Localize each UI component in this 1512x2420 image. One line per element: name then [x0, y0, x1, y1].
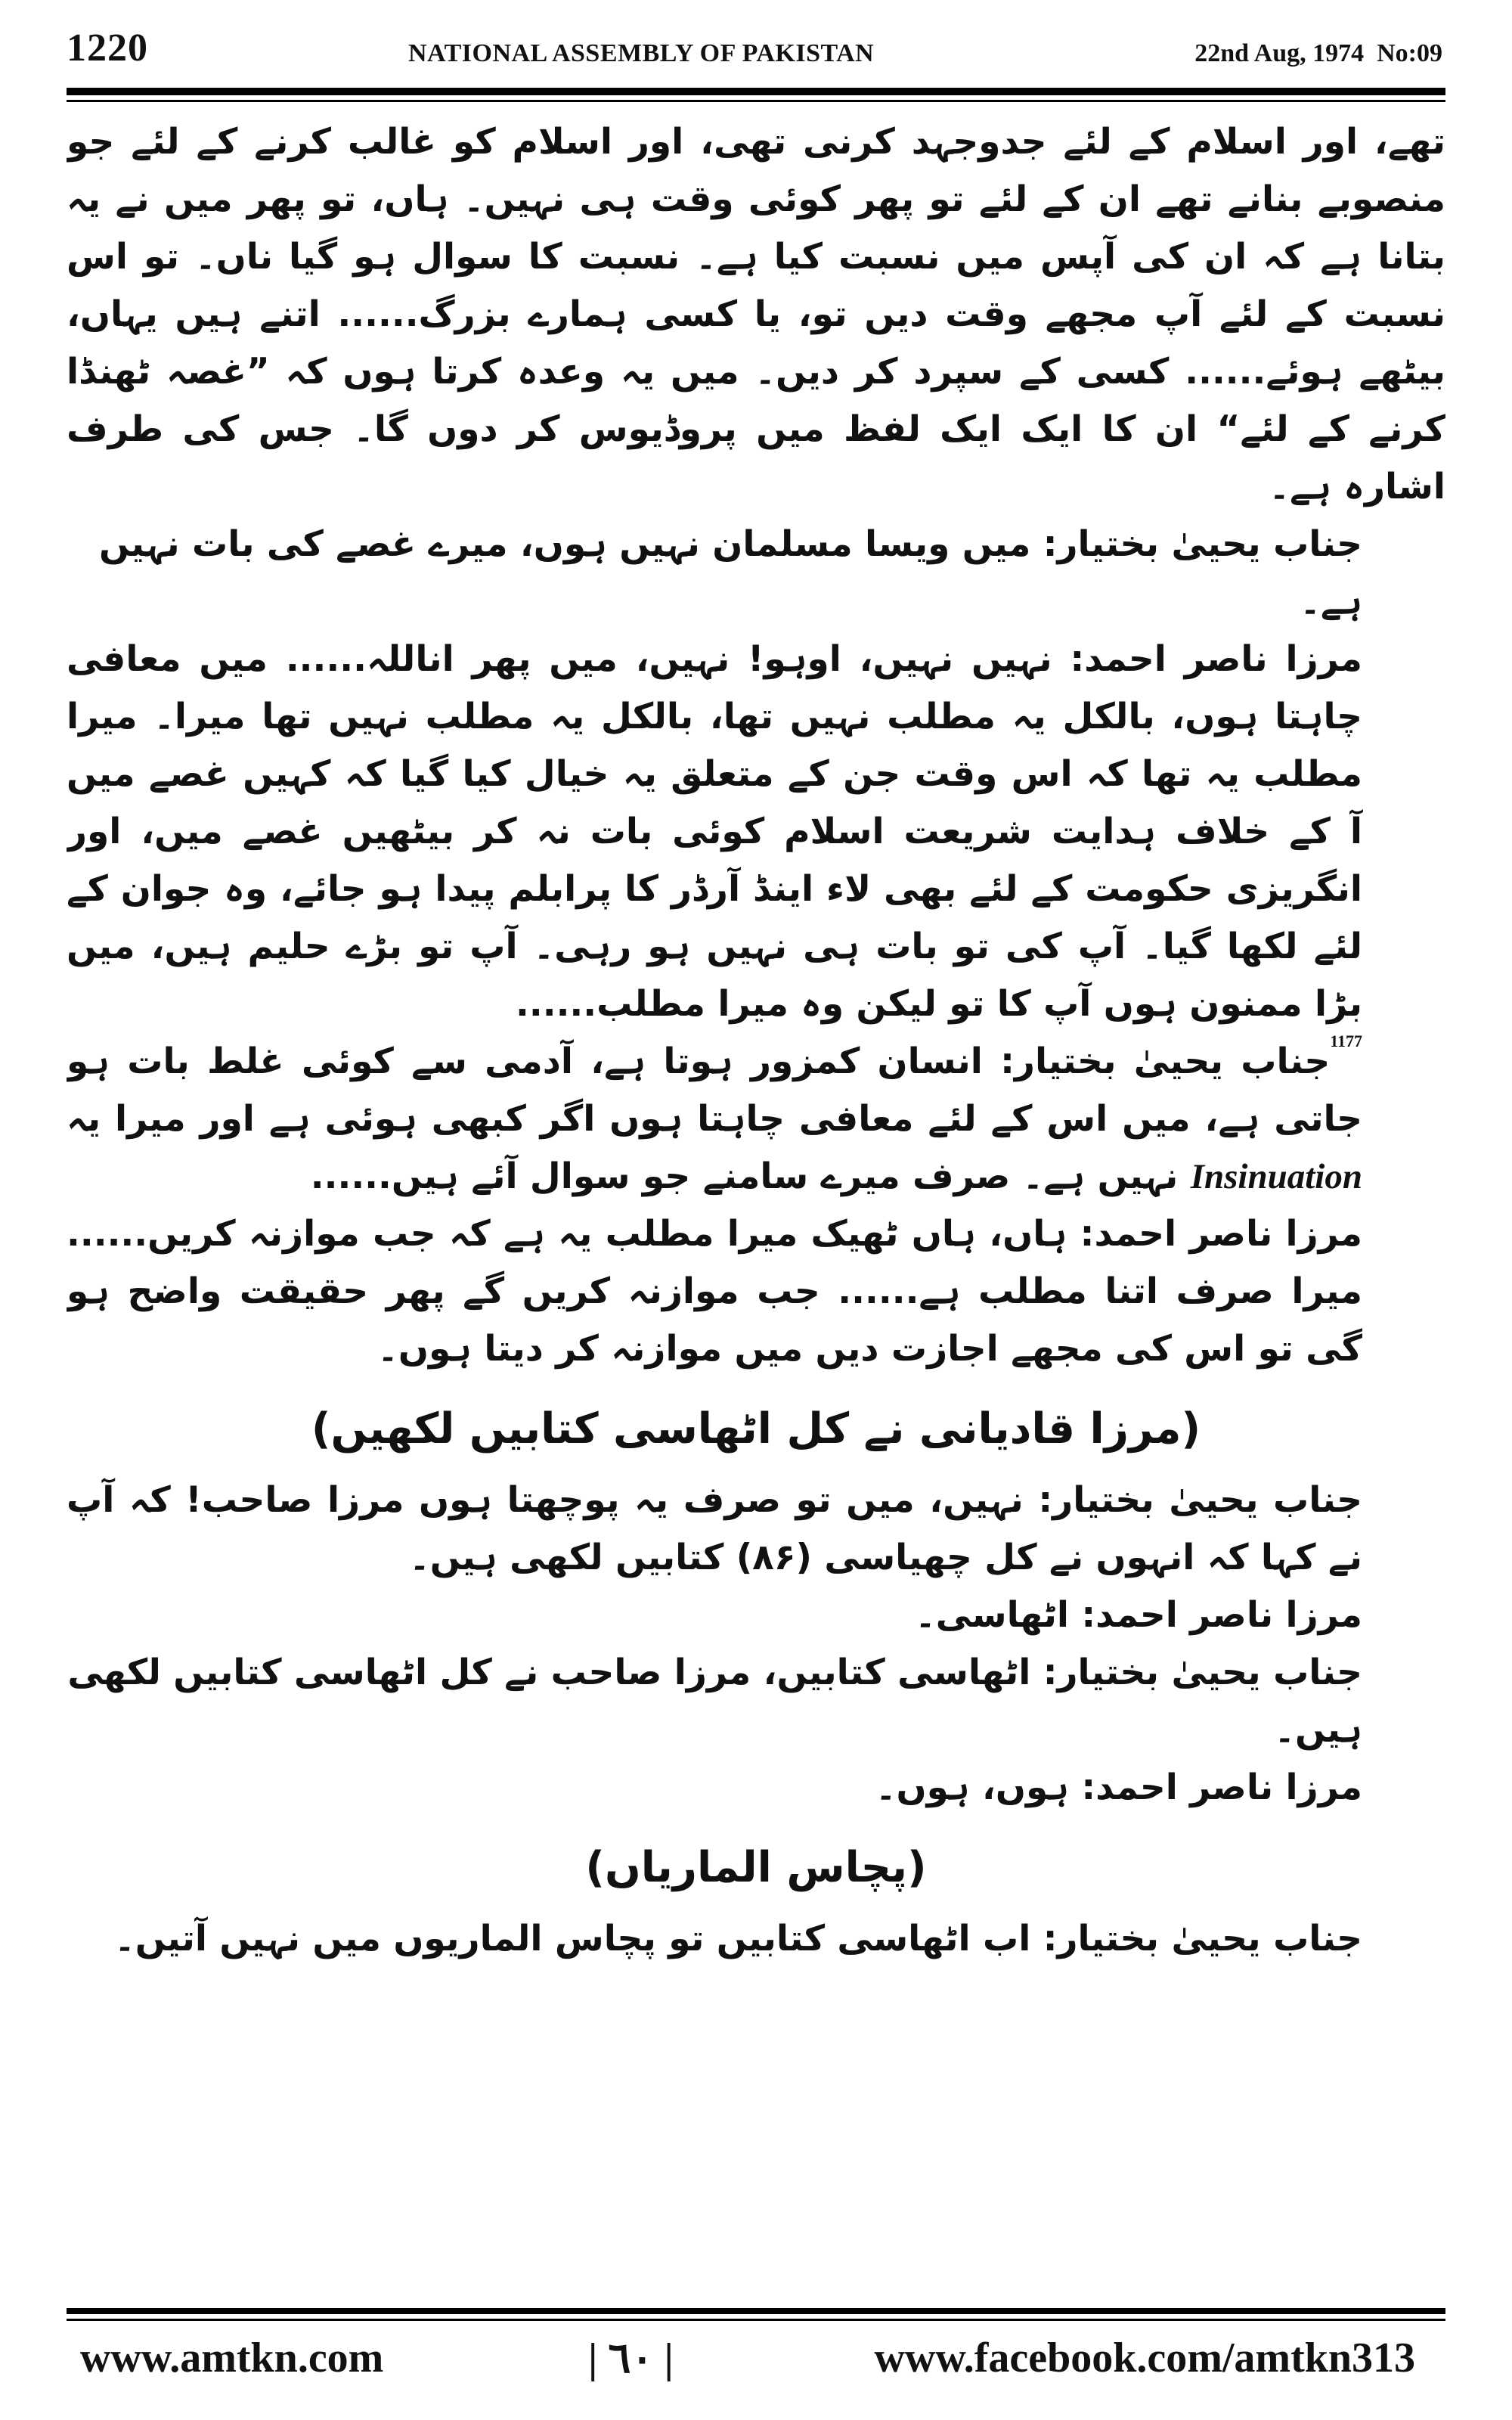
speaker-label: مرزا ناصر احمد:: [1070, 638, 1363, 680]
english-term: Insinuation: [1190, 1157, 1362, 1196]
footer-page-marker: | ٦٠ |: [588, 2335, 674, 2382]
speech-text: اٹھاسی کتابیں، مرزا صاحب نے کل اٹھاسی کتابیں لکھی ہیں۔: [67, 1652, 1362, 1751]
speech-text: نہیں نہیں، اوہو! نہیں، میں پھر اناللہ...... میں معافی چاہتا ہوں، بالکل یہ مطلب نہیں تھا، بالکل یہ مطلب نہیں تھا میرا۔ میرا مطلب یہ تھا کہ اس وقت جن کے متعلق یہ خیال کیا گیا کہ کہیں غصے میں آ کے خلاف ہدایت شریعت اسلام کوئی بات نہ کر بیٹھیں غصے میں، اور انگریزی حکومت کے لئے بھی لاء اینڈ آرڈر کا پرابلم پیدا ہو جائے، وہ جوان کے لئے لکھا گیا۔ آپ کی تو بات ہی نہیں ہو رہی۔ آپ تو بڑے حلیم ہیں، میں بڑا ممنون ہوں آپ کا تو لیکن وہ میرا مطلب......: [67, 638, 1362, 1025]
page-header: [67, 23, 1442, 83]
speaker-label: جناب یحییٰ بختیار:: [1043, 523, 1362, 565]
speech-mirza-3: [67, 1587, 1445, 1644]
header-rule-thin: [67, 100, 1445, 102]
speech-text: اٹھاسی۔: [915, 1594, 1082, 1636]
speech-yahya-4: [67, 1644, 1445, 1759]
speaker-label: جناب یحییٰ بختیار:: [1000, 1041, 1331, 1082]
speech-text: ہاں، ہاں ٹھیک میرا مطلب یہ ہے کہ جب موازنہ کریں...... میرا صرف اتنا مطلب ہے...... جب موازنہ کریں گے پھر حقیقت واضح ہو گی تو اس کی مجھے اجازت دیں میں موازنہ کر دیتا ہوں۔: [67, 1213, 1362, 1370]
paragraph-continuation: تھے، اور اسلام کے لئے جدوجہد کرنی تھی، اور اسلام کو غالب کرنے کے لئے جو منصوبے بنانے تھے ان کے لئے تو پھر کوئی وقت ہی نہیں۔ ہاں، تو پھر میں نے یہ بتانا ہے کہ ان کی آپس میں نسبت کیا ہے۔ نسبت کا سوال ہو گیا ناں۔ تو اس نسبت کے لئے آپ مجھے وقت دیں تو، یا کسی ہمارے بزرگ...... اتنے ہیں یہاں، بیٹھے ہوئے...... کسی کے سپرد کر دیں۔ میں یہ وعدہ کرتا ہوں کہ ”غصہ ٹھنڈا کرنے کے لئے“ ان کا ایک ایک لفظ میں پروڈیوس کر دوں گا۔ جس کی طرف اشارہ ہے۔: [67, 121, 1445, 507]
speech-text: نہیں ہے۔ صرف میرے سامنے جو سوال آئے ہیں......: [310, 1156, 1191, 1197]
speech-mirza-1: [67, 631, 1445, 1033]
facebook-link[interactable]: www.facebook.com/amtkn313: [874, 2335, 1415, 2381]
speech-yahya-3: [67, 1472, 1445, 1587]
speech-text: انسان کمزور ہوتا ہے، آدمی سے کوئی غلط بات ہو جاتی ہے، میں اس کے لئے معافی چاہتا ہوں اگر کبھی ہوئی ہے اور میرا یہ: [67, 1041, 1362, 1140]
session-date: 22nd Aug, 1974 No:09: [1194, 39, 1442, 67]
speech-text: اب اٹھاسی کتابیں تو پچاس الماریوں میں نہیں آتیں۔: [114, 1918, 1043, 1959]
speaker-label: مرزا ناصر احمد:: [1081, 1594, 1362, 1636]
website-link[interactable]: www.amtkn.com: [80, 2335, 384, 2381]
speech-mirza-4: [67, 1759, 1445, 1817]
speaker-label: مرزا ناصر احمد:: [1081, 1767, 1362, 1808]
speech-mirza-2: [67, 1205, 1445, 1378]
speaker-label: مرزا ناصر احمد:: [1080, 1213, 1362, 1255]
speaker-label: جناب یحییٰ بختیار:: [1043, 1652, 1362, 1693]
page-number: 1220: [67, 26, 148, 70]
speech-text: ہوں، ہوں۔: [875, 1767, 1082, 1808]
section-heading-books: (مرزا قادیانی نے کل اٹھاسی کتابیں لکھیں): [311, 1404, 1201, 1454]
assembly-title: NATIONAL ASSEMBLY OF PAKISTAN: [408, 39, 875, 67]
speech-text: نہیں، میں تو صرف یہ پوچھتا ہوں مرزا صاحب! کہ آپ نے کہا کہ انہوں نے کل چھیاسی (۸۶) کتابیں لکھی ہیں۔: [67, 1479, 1362, 1578]
speech-yahya-1: [67, 516, 1445, 631]
speech-yahya-5: [67, 1910, 1445, 1968]
page-footer: [67, 2334, 1445, 2394]
speech-yahya-2: [67, 1033, 1445, 1205]
speaker-label: جناب یحییٰ بختیار:: [1043, 1918, 1362, 1959]
footer-rule-thin: [67, 2319, 1445, 2321]
footnote-marker: 1177: [1330, 1032, 1362, 1050]
transcript-body: [67, 113, 1445, 2261]
footer-rule-thick: [67, 2308, 1445, 2314]
speaker-label: جناب یحییٰ بختیار:: [1038, 1479, 1362, 1521]
header-rule-thick: [67, 88, 1445, 95]
section-heading-cupboards: (پچاس الماریاں): [585, 1843, 927, 1892]
speech-text: میں ویسا مسلمان نہیں ہوں، میرے غصے کی بات نہیں ہے۔: [99, 523, 1362, 622]
